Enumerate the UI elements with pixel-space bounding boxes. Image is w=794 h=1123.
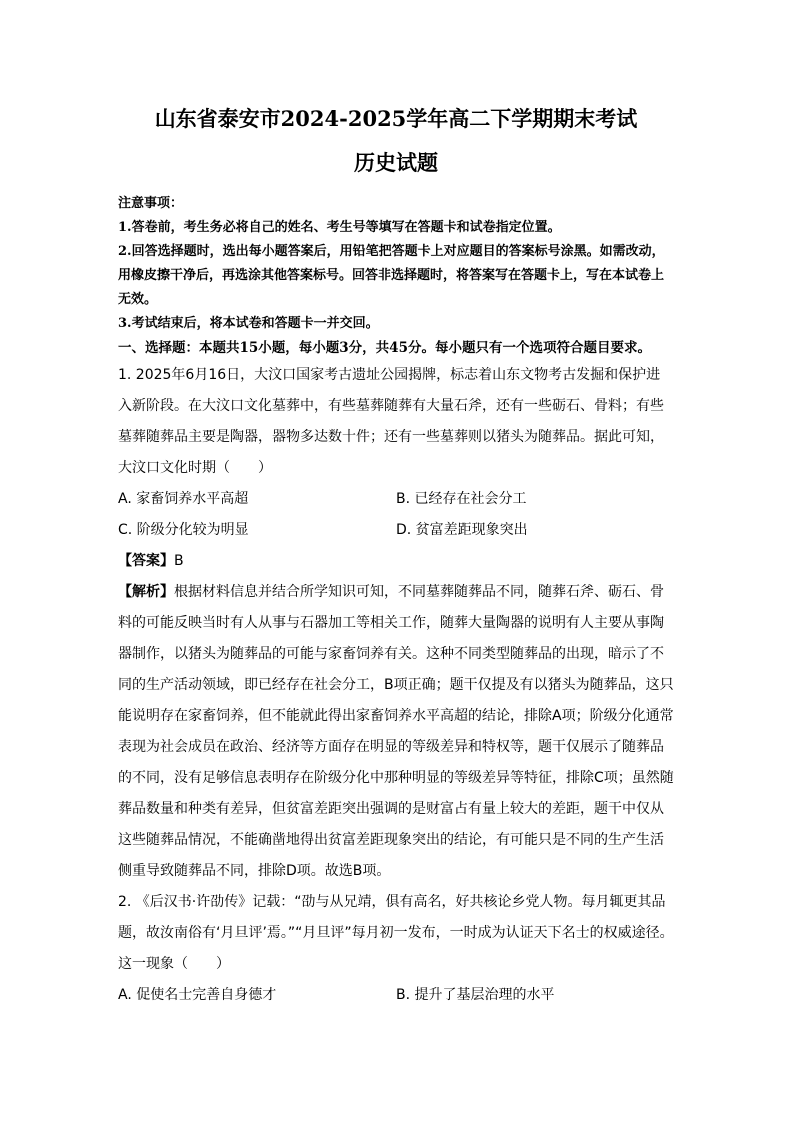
option-d: D. 贫富差距现象突出 [396,522,528,538]
note-item: 2.回答选择题时，选出每小题答案后，用铅笔把答题卡上对应题目的答案标号涂黑。如需改动，用橡皮擦干净后，再选涂其他答案标号。回答非选择题时，将答案写在答题卡上，写在本试卷上无效。 [118,244,665,307]
note-item: 1.答卷前，考生务必将自己的姓名、考生号等填写在答题卡和试卷指定位置。 [118,220,561,235]
option-a: A. 促使名士完善自身德才 [118,987,277,1003]
notes-block [118,192,674,360]
question-2-stem: 2. 《后汉书·许劭传》记载：“劭与从兄靖，俱有高名，好共核论乡党人物。每月辄更其品题，故汝南俗有‘月旦评’焉。”“月旦评”每月初一发布，一时成为认证天下名士的权威途径。这一现象（ ） [118,894,674,972]
note-item: 3.考试结束后，将本试卷和答题卡一并交回。 [118,316,379,331]
option-a: A. 家畜饲养水平高超 [118,491,249,507]
question-1-answer [118,546,674,577]
question-1-stem: 1. 2025年6月16日，大汶口国家考古遗址公园揭牌，标志着山东文物考古发掘和保护进入新阶段。在大汶口文化墓葬中，有些墓葬随葬有大量石斧，还有一些砺石、骨料；有些墓葬随葬品主要是陶器，器物多达数十件；还有一些墓葬则以猪头为随葬品。据此可知，大汶口文化时期（ ） [118,367,664,476]
option-b: B. 提升了基层治理的水平 [396,987,555,1003]
analysis-text: 根据材料信息并结合所学知识可知，不同墓葬随葬品不同，随葬石斧、砺石、骨料的可能反映当时有人从事与石器加工等相关工作，随葬大量陶器的说明有人主要从事陶器制作，以猪头为随葬品的可能与家畜饲养有关。这种不同类型随葬品的出现，暗示了不同的生产活动领域，即已经存在社会分工，B项正确；题干仅提及有以猪头为随葬品，这只能说明存在家畜饲养，但不能就此得出家畜饲养水平高超的结论，排除A项；阶级分化通常表现为社会成员在政治、经济等方面存在明显的等级差异和特权等，题干仅展示了随葬品的不同，没有足够信息表明存在阶级分化中那种明显的等级差异等特征，排除C项；虽然随葬品数量和种类有差异，但贫富差距突出强调的是财富占有量上较大的差距，题干中仅从这些随葬品情况，不能确凿地得出贫富差距现象突出的结论，有可能只是不同的生产生活侧重导致随葬品不同，排除D项。故选B项。 [118,584,674,879]
page-title: 山东省泰安市2024-2025学年高二下学期期末考试 [154,106,638,131]
option-c: C. 阶级分化较为明显 [118,522,249,538]
option-b: B. 已经存在社会分工 [396,491,527,507]
answer-value: B [174,553,184,569]
question-1-options-row-2 [118,515,674,546]
page-subtitle: 历史试题 [354,150,438,175]
notes-heading: 注意事项： [118,196,184,211]
question-2-options-row-1 [118,980,674,1011]
answer-label: 【答案】 [118,553,174,569]
question-1-analysis [118,577,674,887]
question-1-options-row-1 [118,484,674,515]
analysis-label: 【解析】 [118,584,174,600]
section-heading: 一、选择题：本题共15小题，每小题3分，共45分。每小题只有一个选项符合题目要求。 [118,340,651,356]
